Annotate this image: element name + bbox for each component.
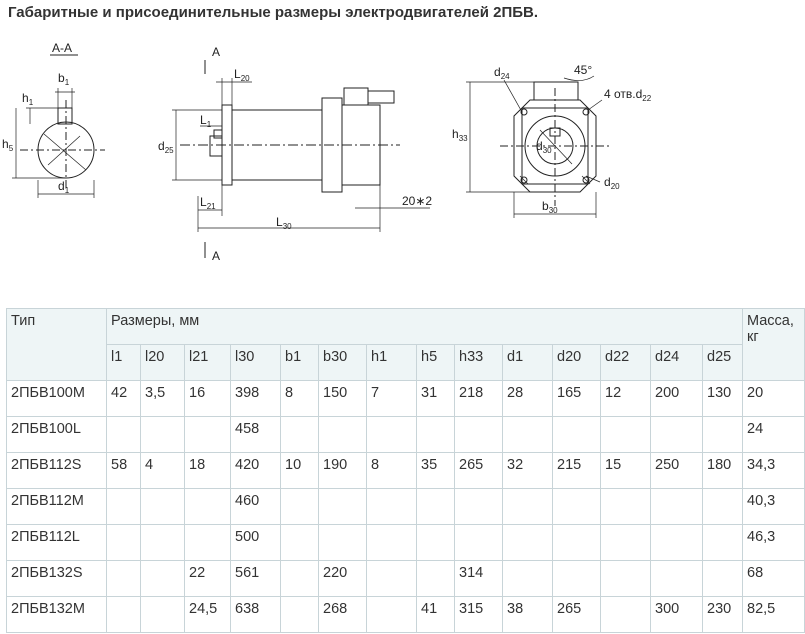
cell-mass: 82,5 (743, 597, 805, 633)
svg-text:d30: $d_{30}$ (536, 139, 552, 155)
cell-l20 (141, 597, 185, 633)
cell-d1 (503, 525, 553, 561)
header-dim-b30: b30 (319, 345, 367, 381)
cell-h1 (367, 597, 417, 633)
cell-d25 (703, 561, 743, 597)
header-type: Тип (7, 309, 107, 381)
cell-type: 2ПБВ112S (7, 453, 107, 489)
header-dim-h1: h1 (367, 345, 417, 381)
cell-d1 (503, 417, 553, 453)
label-d24: d (494, 65, 501, 79)
header-dim-h33: h33 (455, 345, 503, 381)
cell-h1 (367, 489, 417, 525)
cell-h5 (417, 561, 455, 597)
cell-h1: 7 (367, 381, 417, 417)
header-dim-d20: d20 (553, 345, 601, 381)
cell-mass: 34,3 (743, 453, 805, 489)
section-marker-top: A (212, 45, 221, 59)
cell-h33: 265 (455, 453, 503, 489)
cell-d1: 28 (503, 381, 553, 417)
svg-text:d24: $d_{24}$ (494, 65, 510, 81)
cell-d24: 200 (651, 381, 703, 417)
svg-text:b1: $b_1$ (58, 71, 70, 87)
dimensions-table (6, 308, 805, 633)
cell-mass: 20 (743, 381, 805, 417)
header-dim-d22: d22 (601, 345, 651, 381)
cell-h1 (367, 525, 417, 561)
label-b30: b (542, 199, 549, 213)
cell-l20 (141, 489, 185, 525)
label-l20: L (234, 67, 241, 81)
label-20x2: 20∗2 (402, 194, 433, 208)
header-dim-h5: h5 (417, 345, 455, 381)
cell-l30: 638 (231, 597, 281, 633)
cell-l20 (141, 525, 185, 561)
table-body (7, 381, 805, 633)
cell-l21: 18 (185, 453, 231, 489)
cell-d24 (651, 417, 703, 453)
section-label: А-А (52, 41, 73, 55)
cell-b1: 10 (281, 453, 319, 489)
svg-text:h1: $h_1$ (22, 91, 34, 107)
cell-d20: 165 (553, 381, 601, 417)
cell-b30: 150 (319, 381, 367, 417)
cell-b1 (281, 597, 319, 633)
cell-d22 (601, 561, 651, 597)
cell-l30: 500 (231, 525, 281, 561)
cell-h1: 8 (367, 453, 417, 489)
cell-d24: 250 (651, 453, 703, 489)
cell-l1 (107, 489, 141, 525)
motor-end-view (452, 63, 652, 218)
cell-type: 2ПБВ100L (7, 417, 107, 453)
cell-l1 (107, 525, 141, 561)
cell-mass: 40,3 (743, 489, 805, 525)
svg-text:d20: $d_{20}$ (604, 175, 620, 191)
cell-h33: 314 (455, 561, 503, 597)
cell-h5 (417, 489, 455, 525)
cell-l1: 58 (107, 453, 141, 489)
cell-type: 2ПБВ132S (7, 561, 107, 597)
cell-l20: 3,5 (141, 381, 185, 417)
label-b1: b (58, 71, 65, 85)
svg-text:h33: $h_{33}$ (452, 127, 468, 143)
svg-text:4 отв.d22: 4 $отв.d_{22}$ (604, 87, 652, 103)
svg-text:d25: $d_{25}$ (158, 139, 174, 155)
cell-d20 (553, 417, 601, 453)
cell-l21 (185, 417, 231, 453)
header-dim-b1: b1 (281, 345, 319, 381)
cell-mass: 68 (743, 561, 805, 597)
table-row (7, 381, 805, 417)
cell-l21 (185, 525, 231, 561)
label-d30: d (536, 139, 543, 153)
header-dim-l20: l20 (141, 345, 185, 381)
label-holes: 4 отв.d (604, 87, 643, 101)
svg-text:L20: $L_{20}$ (234, 67, 250, 83)
svg-text:b30: $b_{30}$ (542, 199, 558, 215)
cell-b1 (281, 525, 319, 561)
cell-d1: 32 (503, 453, 553, 489)
cell-b30 (319, 417, 367, 453)
cell-b30: 190 (319, 453, 367, 489)
cell-l21: 22 (185, 561, 231, 597)
cell-l30: 458 (231, 417, 281, 453)
cell-l30: 398 (231, 381, 281, 417)
cell-d25 (703, 417, 743, 453)
cell-d25 (703, 525, 743, 561)
cell-b1 (281, 561, 319, 597)
motor-side-view (158, 45, 432, 263)
cell-h5: 31 (417, 381, 455, 417)
cell-l20: 4 (141, 453, 185, 489)
cell-l30: 561 (231, 561, 281, 597)
cell-b1 (281, 489, 319, 525)
cell-h33 (455, 525, 503, 561)
cell-h33 (455, 489, 503, 525)
cell-d24: 300 (651, 597, 703, 633)
page-title: Габаритные и присоединительные размеры электродвигателей 2ПБВ. (8, 4, 539, 21)
cell-d20 (553, 525, 601, 561)
cell-type: 2ПБВ112М (7, 489, 107, 525)
label-d20: d (604, 175, 611, 189)
cell-d20: 265 (553, 597, 601, 633)
label-h5: h (2, 137, 9, 151)
label-l21: L (200, 195, 207, 209)
cell-b30: 268 (319, 597, 367, 633)
cell-d22 (601, 489, 651, 525)
label-d1: d (58, 179, 65, 193)
table-subheader-row (7, 345, 805, 381)
svg-text:L21: $L_{21}$ (200, 195, 216, 211)
cell-l1 (107, 417, 141, 453)
label-h1: h (22, 91, 29, 105)
label-l1: L (200, 113, 207, 127)
header-dim-l30: l30 (231, 345, 281, 381)
cell-type: 2ПБВ100М (7, 381, 107, 417)
cell-b1 (281, 417, 319, 453)
label-angle: 45° (574, 63, 593, 77)
svg-text:h5: $h_5$ (2, 137, 14, 153)
cell-d22 (601, 525, 651, 561)
section-marker-bottom: A (212, 249, 221, 263)
cell-d25: 130 (703, 381, 743, 417)
cell-l21: 24,5 (185, 597, 231, 633)
cell-d22 (601, 597, 651, 633)
cell-h5 (417, 525, 455, 561)
cell-d1 (503, 489, 553, 525)
cell-l21 (185, 489, 231, 525)
svg-text:L1: $L_1$ (200, 113, 212, 129)
table-row (7, 561, 805, 597)
cell-d20 (553, 489, 601, 525)
cell-d25 (703, 489, 743, 525)
cell-l1 (107, 597, 141, 633)
cell-l20 (141, 561, 185, 597)
svg-text:L30: $L_{30}$ (276, 215, 292, 231)
cell-d1: 38 (503, 597, 553, 633)
cell-h5: 35 (417, 453, 455, 489)
cell-h1 (367, 561, 417, 597)
table-row (7, 525, 805, 561)
cell-l1 (107, 561, 141, 597)
cell-d20: 215 (553, 453, 601, 489)
cell-l1: 42 (107, 381, 141, 417)
cell-l30: 420 (231, 453, 281, 489)
table-header-row (7, 309, 805, 345)
svg-text:d1: $d_1$ (58, 179, 70, 195)
cell-h33: 218 (455, 381, 503, 417)
cell-h1 (367, 417, 417, 453)
cell-h33 (455, 417, 503, 453)
cell-d1 (503, 561, 553, 597)
cell-mass: 24 (743, 417, 805, 453)
table-row (7, 489, 805, 525)
cell-d25: 180 (703, 453, 743, 489)
cell-d20 (553, 561, 601, 597)
cell-b30 (319, 489, 367, 525)
table-row (7, 453, 805, 489)
dimension-drawing (0, 30, 805, 270)
table-row (7, 417, 805, 453)
cell-type: 2ПБВ132М (7, 597, 107, 633)
cell-d22 (601, 417, 651, 453)
cell-mass: 46,3 (743, 525, 805, 561)
cell-h5: 41 (417, 597, 455, 633)
cell-h33: 315 (455, 597, 503, 633)
header-dim-l1: l1 (107, 345, 141, 381)
cell-type: 2ПБВ112L (7, 525, 107, 561)
header-dim-d1: d1 (503, 345, 553, 381)
cell-d24 (651, 561, 703, 597)
cell-d22: 15 (601, 453, 651, 489)
header-dim-d24: d24 (651, 345, 703, 381)
label-l30: L (276, 215, 283, 229)
cell-d25: 230 (703, 597, 743, 633)
header-dim-d25: d25 (703, 345, 743, 381)
cell-b1: 8 (281, 381, 319, 417)
shaft-section-view (2, 41, 105, 198)
cell-l30: 460 (231, 489, 281, 525)
cell-b30: 220 (319, 561, 367, 597)
cell-b30 (319, 525, 367, 561)
label-h33: h (452, 127, 459, 141)
header-dim-l21: l21 (185, 345, 231, 381)
cell-l21: 16 (185, 381, 231, 417)
cell-d24 (651, 489, 703, 525)
label-d25: d (158, 139, 165, 153)
header-sizes: Размеры, мм (107, 309, 743, 345)
cell-d22: 12 (601, 381, 651, 417)
table-row (7, 597, 805, 633)
cell-d24 (651, 525, 703, 561)
cell-l20 (141, 417, 185, 453)
header-mass: Масса, кг (743, 309, 805, 381)
cell-h5 (417, 417, 455, 453)
